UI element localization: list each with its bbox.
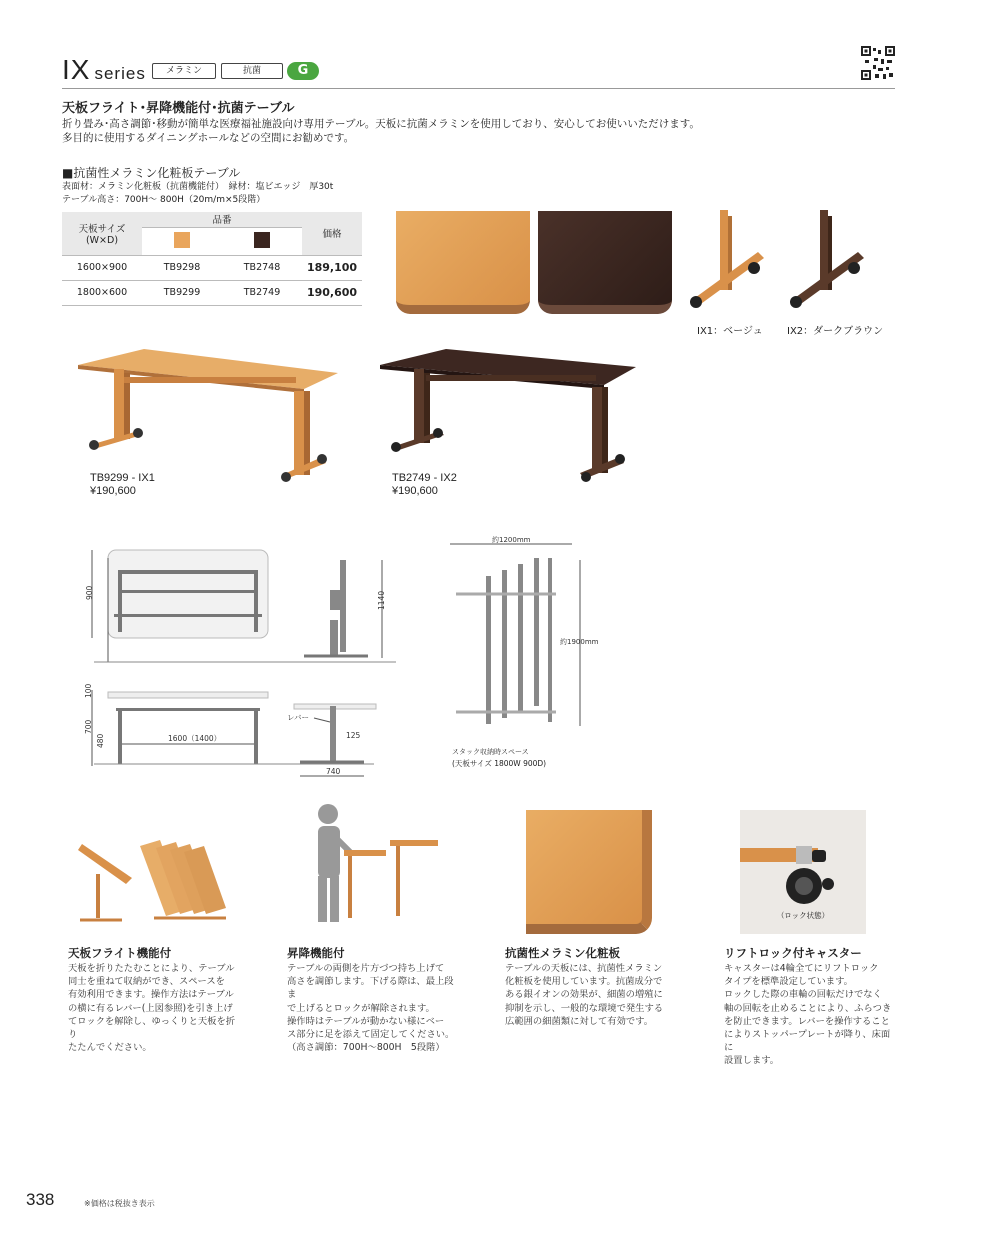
brown-table-image — [380, 345, 642, 485]
feature-line: キャスターは4輪全てにリフトロック — [724, 963, 879, 974]
size-header-label: 天板サイズ — [78, 223, 126, 235]
feature-title: リフトロック付キャスター — [724, 946, 862, 960]
feature-line: 広範囲の細菌類に対して有効です。 — [505, 1015, 654, 1027]
feature-caster-image — [740, 810, 866, 934]
table-model: TB9299 - IX1 — [90, 472, 155, 484]
product-spec — [62, 181, 333, 206]
spec-line: 表面材：メラミン化粧板（抗菌機能付） 縁材：塩ビエッジ 厚30t — [62, 182, 334, 192]
feature-line: 設置します。 — [724, 1055, 780, 1067]
feature-text — [287, 962, 459, 1054]
color-chip-cell — [142, 227, 222, 255]
feature-line: てロックを解除し、ゆっくりと天板を折り — [68, 1015, 236, 1041]
feature-line: 化粧板を使用しています。抗菌成分で — [505, 976, 663, 988]
dim-900: 900 — [85, 585, 94, 600]
feature-line: テーブルの天板には、抗菌性メラミン — [505, 963, 663, 974]
brown-table-caption — [392, 472, 457, 498]
size-header-sub: (W×D) — [85, 234, 119, 246]
feature-line: テーブルの両側を片方づつ持ち上げて — [287, 963, 445, 974]
lead-line: 折り畳み･高さ調節･移動が簡単な医療福祉施設向け専用テーブル。天板に抗菌メラミンを使用しており、安心してお使いいただけます。 — [62, 118, 700, 130]
leg-ix2-label: IX2：ダークブラウン — [787, 326, 884, 337]
beige-table-caption — [90, 472, 155, 498]
dim-125: 125 — [346, 731, 361, 740]
price-table — [62, 212, 362, 306]
feature-line: で上げるとロックが解除されます。 — [287, 1002, 435, 1014]
feature-line: （高さ調節：700H～800H 5段階） — [287, 1042, 445, 1054]
feature-title: 昇降機能付 — [287, 946, 345, 960]
series-title — [62, 54, 146, 86]
tag-melamine: メラミン — [152, 63, 216, 79]
product-title: 天板フライト･昇降機能付･抗菌テーブル — [62, 101, 295, 116]
tag-antibacterial: 抗菌 — [221, 63, 283, 79]
dim-700: 700 — [84, 719, 93, 734]
feature-line: を防止できます。レバーを操作すること — [724, 1015, 890, 1027]
spec-line: テーブル高さ：700H～ 800H（20m/m×5段階） — [62, 194, 266, 205]
product-subtitle: ■抗菌性メラミン化粧板テーブル — [62, 166, 241, 180]
feature-text — [505, 962, 677, 1028]
lead-line: 多目的に使用するダイニングホールなどの空間にお勧めです。 — [62, 132, 355, 144]
feature-title: 天板フライト機能付 — [68, 946, 172, 960]
brown-top-swatch — [538, 211, 672, 314]
code-header: 品番 — [142, 212, 302, 227]
feature-title: 抗菌性メラミン化粧板 — [505, 946, 620, 960]
feature-line: タイプを標準設定しています。 — [724, 976, 853, 988]
row-code: TB9298 — [142, 255, 222, 280]
feature-line: ロックした際の車輪の回転だけでなく — [724, 989, 882, 1001]
table-row — [62, 255, 362, 280]
stack-caption-1: スタック収納時スペース — [452, 748, 529, 756]
row-size: 1800×600 — [62, 280, 142, 305]
feature-line: 天板を折りたたむことにより、テーブル — [68, 963, 235, 974]
tax-footnote: ※価格は税抜き表示 — [84, 1199, 155, 1208]
dim-740: 740 — [326, 767, 341, 776]
table-price: ¥190,600 — [90, 485, 136, 497]
table-price: ¥190,600 — [392, 485, 438, 497]
row-size: 1600×900 — [62, 255, 142, 280]
product-lead — [62, 117, 822, 145]
caster-caption: （ロック状態） — [776, 911, 830, 920]
dim-1140: 1140 — [377, 590, 386, 610]
dimension-drawing — [78, 540, 408, 780]
green-mark-letter: G — [297, 63, 309, 78]
leg-ix1-label: IX1：ベージュ — [697, 326, 763, 337]
row-price: 190,600 — [302, 280, 362, 305]
qr-code-icon[interactable] — [861, 46, 895, 80]
stack-drawing — [446, 536, 606, 762]
table-row — [62, 280, 362, 305]
row-code: TB2749 — [222, 280, 302, 305]
page-number: 338 — [26, 1190, 55, 1209]
feature-line: 同士を重ねて収納ができ、スペースを — [68, 976, 225, 988]
series-name: IX — [62, 54, 91, 85]
feature-height-image — [292, 796, 442, 926]
feature-text — [724, 962, 896, 1068]
stack-height-label: 約1900mm — [560, 638, 599, 646]
feature-line: 軸の回転を止めることにより、ふらつき — [724, 1002, 892, 1014]
green-purchase-mark — [287, 62, 319, 80]
stack-width-label: 約1200mm — [492, 536, 531, 544]
feature-line: たたんでください。 — [68, 1042, 152, 1054]
header-rule — [62, 88, 895, 89]
feature-line: によりストッパープレートが降り、床面に — [724, 1029, 891, 1054]
beige-top-swatch — [396, 211, 530, 314]
beige-table-image — [78, 345, 340, 485]
feature-line: 操作時はテーブルが動かない様にベー — [287, 1015, 445, 1027]
feature-text — [68, 962, 240, 1054]
feature-line: 抑制を示し、一般的な環境で発生する — [505, 1002, 664, 1014]
feature-flight-image — [70, 838, 240, 928]
price-header: 価格 — [302, 212, 362, 255]
feature-line: 有効利用できます。操作方法はテーブル — [68, 989, 234, 1001]
lever-label: レバー — [287, 713, 309, 722]
dim-480: 480 — [96, 733, 105, 748]
table-model: TB2749 - IX2 — [392, 472, 457, 484]
color-chip-cell — [222, 227, 302, 255]
brown-color-chip — [254, 232, 270, 248]
feature-line: の横に有るレバー(上図参照)を引き上げ — [68, 1002, 233, 1014]
row-code: TB2748 — [222, 255, 302, 280]
series-label: series — [94, 64, 146, 83]
feature-line: 高さを調節します。下げる際は、最上段ま — [287, 976, 454, 1001]
feature-line: ス部分に足を添えて固定してください。 — [287, 1029, 455, 1041]
dim-100: 100 — [84, 683, 93, 698]
stack-caption-2: (天板サイズ 1800W 900D) — [452, 759, 547, 768]
feature-melamine-image — [526, 810, 652, 934]
dim-1600: 1600（1400） — [168, 734, 222, 743]
size-header — [62, 212, 142, 255]
leg-samples — [684, 210, 884, 314]
row-price: 189,100 — [302, 255, 362, 280]
beige-color-chip — [174, 232, 190, 248]
feature-line: ある銀イオンの効果が、細菌の増殖に — [505, 989, 663, 1001]
row-code: TB9299 — [142, 280, 222, 305]
